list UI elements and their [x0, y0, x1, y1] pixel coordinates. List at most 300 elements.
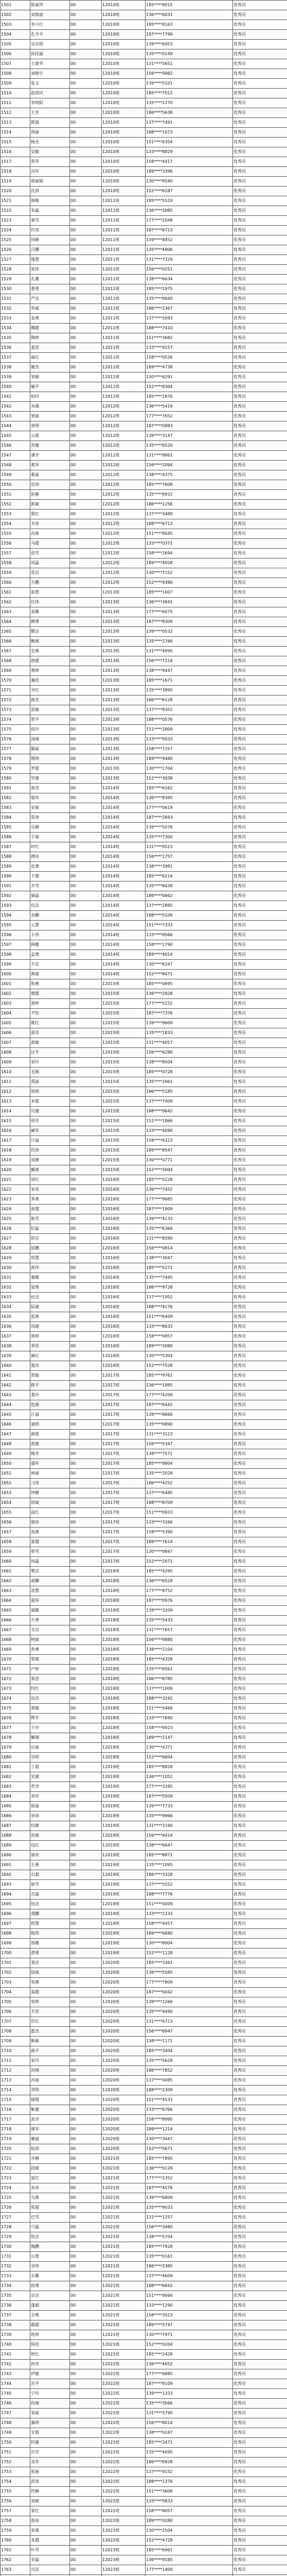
- code-cell: 00: [70, 744, 102, 754]
- row-number-cell: 1657: [1, 1528, 30, 1537]
- row-number-cell: 1537: [1, 353, 30, 363]
- name-cell: 屈鹏: [30, 1244, 70, 1253]
- row-number-cell: 1749: [1, 2428, 30, 2438]
- award-cell: 优秀员: [233, 1665, 287, 1674]
- code-cell: 00: [70, 2076, 102, 2086]
- row-number-cell: 1606: [1, 1028, 30, 1038]
- code-cell: 00: [70, 1792, 102, 1802]
- table-row: [1, 2301, 287, 2311]
- code-cell: 00: [70, 2252, 102, 2262]
- phone-cell: 131****9523: [146, 842, 233, 852]
- name-cell: 谈红: [30, 1175, 70, 1185]
- phone-cell: 156****4414: [146, 1831, 233, 1841]
- award-cell: 优秀员: [233, 2115, 287, 2125]
- code-cell: 00: [70, 1821, 102, 1831]
- class-cell: 12019班: [102, 1880, 146, 1890]
- class-cell: 12010班: [102, 40, 146, 49]
- class-cell: 12016班: [102, 1332, 146, 1342]
- row-number-cell: 1723: [1, 2174, 30, 2183]
- name-cell: 樊洁: [30, 1567, 70, 1577]
- phone-cell: 138****8504: [146, 1058, 233, 1067]
- row-number-cell: 1504: [1, 30, 30, 40]
- row-number-cell: 1550: [1, 480, 30, 490]
- phone-cell: 185****1607: [146, 588, 233, 598]
- award-cell: 优秀员: [233, 666, 287, 676]
- code-cell: 00: [70, 2546, 102, 2555]
- phone-cell: 188****1073: [146, 128, 233, 138]
- phone-cell: 137****1952: [146, 1293, 233, 1302]
- award-cell: 优秀员: [233, 2389, 287, 2399]
- row-number-cell: 1750: [1, 2438, 30, 2448]
- award-cell: 优秀员: [233, 275, 287, 284]
- row-number-cell: 1743: [1, 2369, 30, 2379]
- class-cell: 12019班: [102, 1870, 146, 1880]
- award-cell: 优秀员: [233, 1469, 287, 1479]
- table-row: [1, 1312, 287, 1322]
- table-row: [1, 1528, 287, 1537]
- row-number-cell: 1508: [1, 69, 30, 79]
- phone-cell: 156****1757: [146, 852, 233, 862]
- name-cell: 李小红: [30, 20, 70, 30]
- table-row: [1, 255, 287, 265]
- award-cell: 优秀员: [233, 1205, 287, 1214]
- class-cell: 12017班: [102, 1381, 146, 1391]
- award-cell: 优秀员: [233, 402, 287, 412]
- table-row: [1, 2281, 287, 2291]
- table-row: [1, 2418, 287, 2428]
- phone-cell: 135****0890: [146, 1420, 233, 1430]
- name-cell: 卞超: [30, 872, 70, 882]
- row-number-cell: 1703: [1, 1978, 30, 1988]
- class-cell: 12023班: [102, 2546, 146, 2555]
- code-cell: 00: [70, 1156, 102, 1165]
- phone-cell: 130****7152: [146, 568, 233, 578]
- name-cell: 王芳: [30, 108, 70, 118]
- name-cell: 狄明: [30, 1087, 70, 1097]
- phone-cell: 185****4295: [146, 1567, 233, 1577]
- name-cell: 苗雪: [30, 549, 70, 558]
- class-cell: 12011班: [102, 294, 146, 304]
- class-cell: 12020班: [102, 1988, 146, 1997]
- class-cell: 12011班: [102, 363, 146, 372]
- class-cell: 12014班: [102, 940, 146, 950]
- award-cell: 优秀员: [233, 558, 287, 568]
- phone-cell: 137****1009: [146, 1684, 233, 1694]
- code-cell: 00: [70, 294, 102, 304]
- award-cell: 优秀员: [233, 2526, 287, 2536]
- class-cell: 12022班: [102, 2467, 146, 2477]
- class-cell: 12015班: [102, 1097, 146, 1107]
- phone-cell: 130****3447: [146, 2134, 233, 2144]
- row-number-cell: 1701: [1, 1958, 30, 1968]
- award-cell: 优秀员: [233, 1371, 287, 1381]
- class-cell: 12010班: [102, 30, 146, 40]
- table-row: [1, 793, 287, 803]
- table-row: [1, 558, 287, 568]
- award-cell: 优秀员: [233, 1968, 287, 1978]
- award-cell: 优秀员: [233, 1900, 287, 1909]
- code-cell: 00: [70, 1400, 102, 1410]
- name-cell: 贺平: [30, 715, 70, 725]
- phone-cell: 138****3981: [146, 862, 233, 872]
- table-row: [1, 882, 287, 891]
- code-cell: 00: [70, 1665, 102, 1674]
- award-cell: 优秀员: [233, 206, 287, 216]
- name-cell: 牧洁: [30, 2232, 70, 2242]
- class-cell: 12010班: [102, 69, 146, 79]
- code-cell: 00: [70, 1185, 102, 1195]
- row-number-cell: 1643: [1, 1391, 30, 1400]
- phone-cell: 185****5519: [146, 196, 233, 206]
- class-cell: 12017班: [102, 1557, 146, 1567]
- name-cell: 宓洁: [30, 2291, 70, 2301]
- name-cell: 宣建: [30, 1772, 70, 1782]
- award-cell: 优秀员: [233, 10, 287, 20]
- row-number-cell: 1533: [1, 314, 30, 324]
- award-cell: 优秀员: [233, 79, 287, 89]
- phone-cell: 152****6187: [146, 187, 233, 196]
- phone-cell: 156****9880: [146, 1635, 233, 1645]
- class-cell: 12018班: [102, 1577, 146, 1586]
- code-cell: 00: [70, 2487, 102, 2497]
- code-cell: 00: [70, 1997, 102, 2007]
- award-cell: 优秀员: [233, 1684, 287, 1694]
- class-cell: 12019班: [102, 1841, 146, 1851]
- code-cell: 00: [70, 1019, 102, 1028]
- class-cell: 12017班: [102, 1459, 146, 1469]
- phone-cell: 158****0857: [146, 1332, 233, 1342]
- table-row: [1, 979, 287, 989]
- phone-cell: 136****9185: [146, 2555, 233, 2565]
- row-number-cell: 1585: [1, 823, 30, 833]
- table-row: [1, 1625, 287, 1635]
- phone-cell: 135****9966: [146, 1811, 233, 1821]
- name-cell: 时红: [30, 842, 70, 852]
- phone-cell: 187****7799: [146, 30, 233, 40]
- class-cell: 12014班: [102, 813, 146, 823]
- award-cell: 优秀员: [233, 1870, 287, 1880]
- phone-cell: 151****6354: [146, 138, 233, 147]
- phone-cell: 185****4328: [146, 1655, 233, 1665]
- code-cell: 00: [70, 2115, 102, 2125]
- phone-cell: 187****5509: [146, 1792, 233, 1802]
- row-number-cell: 1503: [1, 20, 30, 30]
- table-row: [1, 598, 287, 607]
- table-row: [1, 2213, 287, 2223]
- award-cell: 优秀员: [233, 1087, 287, 1097]
- name-cell: 马超: [30, 539, 70, 549]
- row-number-cell: 1683: [1, 1782, 30, 1792]
- phone-cell: 130****1704: [146, 764, 233, 774]
- row-number-cell: 1562: [1, 598, 30, 607]
- phone-cell: 189****6680: [146, 1929, 233, 1939]
- phone-cell: 185****1975: [146, 284, 233, 294]
- name-cell: 常涛: [30, 813, 70, 823]
- row-number-cell: 1582: [1, 793, 30, 803]
- award-cell: 优秀员: [233, 1782, 287, 1792]
- class-cell: 12014班: [102, 911, 146, 921]
- class-cell: 12013班: [102, 705, 146, 715]
- name-cell: 杨光: [30, 138, 70, 147]
- code-cell: 00: [70, 1371, 102, 1381]
- row-number-cell: 1502: [1, 10, 30, 20]
- name-cell: 仰浩: [30, 2340, 70, 2350]
- award-cell: 优秀员: [233, 1439, 287, 1449]
- row-number-cell: 1515: [1, 138, 30, 147]
- row-number-cell: 1553: [1, 510, 30, 519]
- code-cell: 00: [70, 1577, 102, 1586]
- row-number-cell: 1584: [1, 813, 30, 823]
- phone-cell: 185****8828: [146, 1762, 233, 1772]
- row-number-cell: 1623: [1, 1195, 30, 1205]
- code-cell: 00: [70, 833, 102, 842]
- phone-cell: 158****1790: [146, 940, 233, 950]
- table-row: [1, 1508, 287, 1518]
- table-row: [1, 1958, 287, 1968]
- name-cell: 董娜: [30, 1273, 70, 1283]
- row-number-cell: 1687: [1, 1821, 30, 1831]
- table-row: [1, 235, 287, 245]
- table-row: [1, 1077, 287, 1087]
- table-row: [1, 2389, 287, 2399]
- name-cell: 明芳: [30, 1116, 70, 1126]
- class-cell: 12016班: [102, 1273, 146, 1283]
- award-cell: 优秀员: [233, 2516, 287, 2526]
- award-cell: 优秀员: [233, 333, 287, 343]
- table-row: [1, 833, 287, 842]
- class-cell: 12012班: [102, 539, 146, 549]
- code-cell: 00: [70, 588, 102, 598]
- class-cell: 12018班: [102, 1733, 146, 1743]
- row-number-cell: 1713: [1, 2076, 30, 2086]
- phone-cell: 177****2048: [146, 216, 233, 226]
- class-cell: 12015班: [102, 999, 146, 1009]
- class-cell: 12016班: [102, 1283, 146, 1293]
- class-cell: 12022班: [102, 2379, 146, 2389]
- table-row: [1, 1244, 287, 1253]
- table-row: [1, 2448, 287, 2458]
- award-cell: 优秀员: [233, 1048, 287, 1058]
- table-row: [1, 1733, 287, 1743]
- award-cell: 优秀员: [233, 1851, 287, 1860]
- class-cell: 12010班: [102, 108, 146, 118]
- code-cell: 00: [70, 1988, 102, 1997]
- name-cell: 湛敏: [30, 1038, 70, 1048]
- table-row: [1, 333, 287, 343]
- phone-cell: 136****1985: [146, 1381, 233, 1391]
- table-row: [1, 549, 287, 558]
- row-number-cell: 1671: [1, 1665, 30, 1674]
- row-number-cell: 1557: [1, 549, 30, 558]
- class-cell: 12022班: [102, 2369, 146, 2379]
- table-row: [1, 1116, 287, 1126]
- name-cell: 韦亮: [30, 519, 70, 529]
- phone-cell: 156****2094: [146, 461, 233, 470]
- phone-cell: 189****7614: [146, 1537, 233, 1547]
- code-cell: 00: [70, 1606, 102, 1616]
- award-cell: 优秀员: [233, 284, 287, 294]
- name-cell: 茅燕: [30, 1195, 70, 1205]
- row-number-cell: 1640: [1, 1361, 30, 1371]
- row-number-cell: 1579: [1, 764, 30, 774]
- award-cell: 优秀员: [233, 2291, 287, 2301]
- name-cell: 荀婷: [30, 1997, 70, 2007]
- name-cell: 余鹏: [30, 911, 70, 921]
- name-cell: 蒋丽娟: [30, 177, 70, 187]
- name-cell: 夏超: [30, 1537, 70, 1547]
- phone-cell: 177****9685: [146, 1195, 233, 1205]
- row-number-cell: 1552: [1, 500, 30, 510]
- table-row: [1, 79, 287, 89]
- code-cell: 00: [70, 1391, 102, 1400]
- code-cell: 00: [70, 461, 102, 470]
- code-cell: 00: [70, 1537, 102, 1547]
- award-cell: 优秀员: [233, 2164, 287, 2174]
- name-cell: 娄玲: [30, 1391, 70, 1400]
- name-cell: 花洁: [30, 568, 70, 578]
- award-cell: 优秀员: [233, 2223, 287, 2232]
- table-row: [1, 2555, 287, 2565]
- award-cell: 优秀员: [233, 196, 287, 206]
- code-cell: 00: [70, 696, 102, 705]
- award-cell: 优秀员: [233, 2017, 287, 2027]
- class-cell: 12012班: [102, 480, 146, 490]
- phone-cell: 151****6409: [146, 1312, 233, 1322]
- award-cell: 优秀员: [233, 1322, 287, 1332]
- name-cell: 唐超: [30, 656, 70, 666]
- table-row: [1, 842, 287, 852]
- row-number-cell: 1653: [1, 1488, 30, 1498]
- row-number-cell: 1682: [1, 1772, 30, 1782]
- table-row: [1, 363, 287, 372]
- name-cell: 郎斌: [30, 500, 70, 510]
- row-number-cell: 1761: [1, 2546, 30, 2555]
- name-cell: 弓磊: [30, 2223, 70, 2232]
- award-cell: 优秀员: [233, 950, 287, 960]
- table-row: [1, 2516, 287, 2526]
- class-cell: 12011班: [102, 196, 146, 206]
- row-number-cell: 1563: [1, 607, 30, 617]
- class-cell: 12021班: [102, 2154, 146, 2164]
- phone-cell: 189****0280: [146, 2516, 233, 2526]
- code-cell: 00: [70, 666, 102, 676]
- code-cell: 00: [70, 2134, 102, 2144]
- award-cell: 优秀员: [233, 461, 287, 470]
- row-number-cell: 1762: [1, 2555, 30, 2565]
- code-cell: 00: [70, 1714, 102, 1723]
- name-cell: 伍洁: [30, 901, 70, 911]
- code-cell: 00: [70, 1498, 102, 1508]
- row-number-cell: 1539: [1, 372, 30, 382]
- row-number-cell: 1709: [1, 2037, 30, 2046]
- class-cell: 12021班: [102, 2213, 146, 2223]
- phone-cell: 185****3404: [146, 2046, 233, 2056]
- class-cell: 12012班: [102, 392, 146, 402]
- name-cell: 糜丽: [30, 2134, 70, 2144]
- award-cell: 优秀员: [233, 1136, 287, 1146]
- table-row: [1, 1988, 287, 1997]
- code-cell: 00: [70, 1625, 102, 1635]
- row-number-cell: 1721: [1, 2154, 30, 2164]
- table-row: [1, 2027, 287, 2037]
- phone-cell: 185****9761: [146, 1371, 233, 1381]
- award-cell: 优秀员: [233, 813, 287, 823]
- class-cell: 12020班: [102, 2125, 146, 2134]
- code-cell: 00: [70, 2311, 102, 2320]
- row-number-cell: 1627: [1, 1234, 30, 1244]
- row-number-cell: 1646: [1, 1420, 30, 1430]
- table-row: [1, 852, 287, 862]
- class-cell: 12022班: [102, 2477, 146, 2487]
- table-row: [1, 813, 287, 823]
- class-cell: 12021班: [102, 2340, 146, 2350]
- class-cell: 12015班: [102, 1165, 146, 1175]
- class-cell: 12020班: [102, 2017, 146, 2027]
- row-number-cell: 1752: [1, 2458, 30, 2467]
- table-row: [1, 2232, 287, 2242]
- code-cell: 00: [70, 2086, 102, 2095]
- phone-cell: 152****9386: [146, 578, 233, 588]
- code-cell: 00: [70, 392, 102, 402]
- name-cell: 江丽: [30, 1410, 70, 1420]
- award-cell: 优秀员: [233, 1802, 287, 1811]
- name-cell: 闵超: [30, 1322, 70, 1332]
- table-row: [1, 1909, 287, 1919]
- code-cell: 00: [70, 2037, 102, 2046]
- code-cell: 00: [70, 1342, 102, 1351]
- row-number-cell: 1564: [1, 617, 30, 627]
- code-cell: 00: [70, 598, 102, 607]
- table-row: [1, 1469, 287, 1479]
- award-cell: 优秀员: [233, 1116, 287, 1126]
- code-cell: 00: [70, 1743, 102, 1753]
- row-number-cell: 1670: [1, 1655, 30, 1665]
- award-cell: 优秀员: [233, 2497, 287, 2506]
- award-cell: 优秀员: [233, 1997, 287, 2007]
- phone-cell: 139****3209: [146, 1606, 233, 1616]
- row-number-cell: 1527: [1, 255, 30, 265]
- award-cell: 优秀员: [233, 1185, 287, 1195]
- award-cell: 优秀员: [233, 1929, 287, 1939]
- code-cell: 00: [70, 2379, 102, 2389]
- table-row: [1, 421, 287, 431]
- award-cell: 优秀员: [233, 1606, 287, 1616]
- phone-cell: 158****0526: [146, 353, 233, 363]
- class-cell: 12018班: [102, 1674, 146, 1684]
- name-cell: 滑勇: [30, 1948, 70, 1958]
- award-cell: 优秀员: [233, 1381, 287, 1391]
- code-cell: 00: [70, 98, 102, 108]
- row-number-cell: 1511: [1, 98, 30, 108]
- class-cell: 12014班: [102, 852, 146, 862]
- phone-cell: 139****7733: [146, 1802, 233, 1811]
- row-number-cell: 1532: [1, 304, 30, 314]
- phone-cell: 188****6842: [146, 2281, 233, 2291]
- code-cell: 00: [70, 1567, 102, 1577]
- name-cell: 柏玲: [30, 392, 70, 402]
- table-row: [1, 128, 287, 138]
- phone-cell: 186****5185: [146, 1087, 233, 1097]
- phone-cell: 185****9015: [146, 1, 233, 10]
- row-number-cell: 1742: [1, 2360, 30, 2369]
- phone-cell: 185****7895: [146, 2154, 233, 2164]
- award-cell: 优秀员: [233, 1400, 287, 1410]
- row-number-cell: 1559: [1, 568, 30, 578]
- name-cell: 蔡雪: [30, 1547, 70, 1557]
- award-cell: 优秀员: [233, 128, 287, 138]
- row-number-cell: 1587: [1, 842, 30, 852]
- award-cell: 优秀员: [233, 2555, 287, 2565]
